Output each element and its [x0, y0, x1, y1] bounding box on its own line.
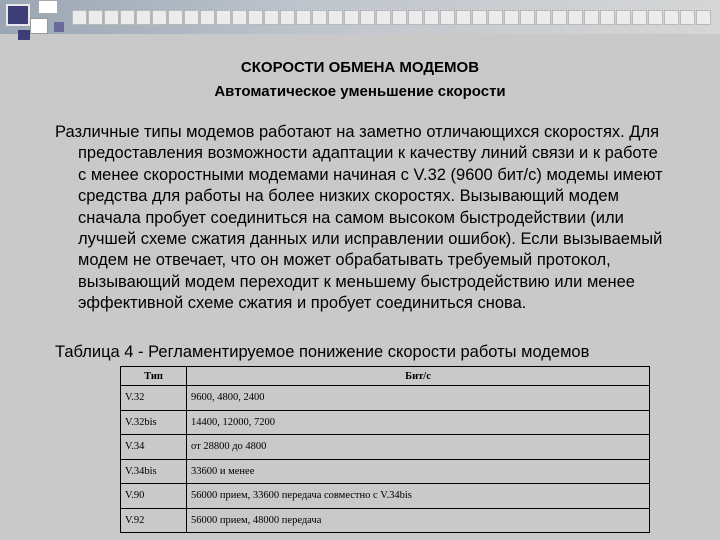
decor-square-icon — [18, 30, 30, 40]
slide-title: СКОРОСТИ ОБМЕНА МОДЕМОВ — [240, 59, 480, 76]
table-row — [121, 386, 650, 411]
decor-tile-icon — [488, 10, 503, 25]
decor-tile-icon — [344, 10, 359, 25]
decor-tile-icon — [472, 10, 487, 25]
slide-subtitle: Автоматическое уменьшение скорости — [214, 83, 506, 100]
decor-tile-icon — [248, 10, 263, 25]
decor-tile-icon — [120, 10, 135, 25]
decor-tile-icon — [600, 10, 615, 25]
decor-tile-icon — [232, 10, 247, 25]
cell-type: V.32 — [121, 386, 187, 411]
cell-bitrate: 9600, 4800, 2400 — [187, 386, 650, 411]
cell-type: V.34 — [121, 435, 187, 460]
decor-tile-icon — [552, 10, 567, 25]
decor-tile-icon — [376, 10, 391, 25]
decor-tile-icon — [152, 10, 167, 25]
decor-tile-icon — [424, 10, 439, 25]
decor-tile-icon — [184, 10, 199, 25]
cell-type: V.32bis — [121, 410, 187, 435]
cell-bitrate: от 28800 до 4800 — [187, 435, 650, 460]
decor-tile-icon — [72, 10, 87, 25]
decor-tile-icon — [88, 10, 103, 25]
decor-tile-icon — [632, 10, 647, 25]
decor-tile-icon — [328, 10, 343, 25]
table-row — [121, 459, 650, 484]
table-header-row — [121, 367, 650, 386]
decor-tile-icon — [136, 10, 151, 25]
cell-bitrate: 33600 и менее — [187, 459, 650, 484]
decor-tile-icon — [456, 10, 471, 25]
cell-type: V.90 — [121, 484, 187, 509]
decor-tile-icon — [696, 10, 711, 25]
decor-tile-icon — [168, 10, 183, 25]
header-bitrate: Бит/с — [187, 367, 650, 386]
table-caption: Таблица 4 - Регламентируемое понижение скорости работы модемов — [55, 343, 590, 361]
decor-tile-icon — [360, 10, 375, 25]
decor-tile-icon — [648, 10, 663, 25]
decor-tile-icon — [104, 10, 119, 25]
modem-speed-table — [120, 366, 650, 533]
decor-square-icon — [6, 4, 30, 26]
decor-square-icon — [54, 22, 64, 32]
table-row — [121, 410, 650, 435]
table-row — [121, 484, 650, 509]
header-type: Тип — [121, 367, 187, 386]
table-row — [121, 508, 650, 533]
decor-tile-icon — [664, 10, 679, 25]
decor-tile-icon — [440, 10, 455, 25]
cell-bitrate: 56000 прием, 48000 передача — [187, 508, 650, 533]
cell-bitrate: 14400, 12000, 7200 — [187, 410, 650, 435]
decor-tile-icon — [264, 10, 279, 25]
decor-square-icon — [38, 0, 58, 14]
decor-tile-icon — [520, 10, 535, 25]
decor-tile-icon — [216, 10, 231, 25]
decor-tile-icon — [536, 10, 551, 25]
cell-bitrate: 56000 прием, 33600 передача совместно с V.34bis — [187, 484, 650, 509]
decor-tile-icon — [408, 10, 423, 25]
decor-tile-icon — [680, 10, 695, 25]
decor-tile-icon — [584, 10, 599, 25]
decor-tile-icon — [200, 10, 215, 25]
decorative-header-bar — [0, 0, 720, 34]
table-row — [121, 435, 650, 460]
decor-tile-icon — [392, 10, 407, 25]
cell-type: V.34bis — [121, 459, 187, 484]
cell-type: V.92 — [121, 508, 187, 533]
decor-square-icon — [30, 18, 48, 34]
decor-tile-icon — [616, 10, 631, 25]
decor-tile-icon — [280, 10, 295, 25]
decor-tile-icon — [296, 10, 311, 25]
decor-tile-icon — [312, 10, 327, 25]
decor-tile-icon — [504, 10, 519, 25]
decor-tile-icon — [568, 10, 583, 25]
body-paragraph: Различные типы модемов работают на заметно отличающихся скоростях. Для предоставления возможности адаптации к качеству линий связи и к работе с менее скоростными модемами начиная с V.32 (9600 бит/с) модемы имеют средства для работы на более низких скоростях. Вызывающий модем сначала пробует соединиться на самом высоком быстродействии (или лучшей схеме сжатия данных или исправлении ошибок). Если вызываемый модем не отвечает, что он может обрабатывать требуемый протокол, вызывающий модем переходит к меньшему быстродействию или менее эффективной схеме сжатия и пробует соединиться снова. — [55, 123, 663, 313]
